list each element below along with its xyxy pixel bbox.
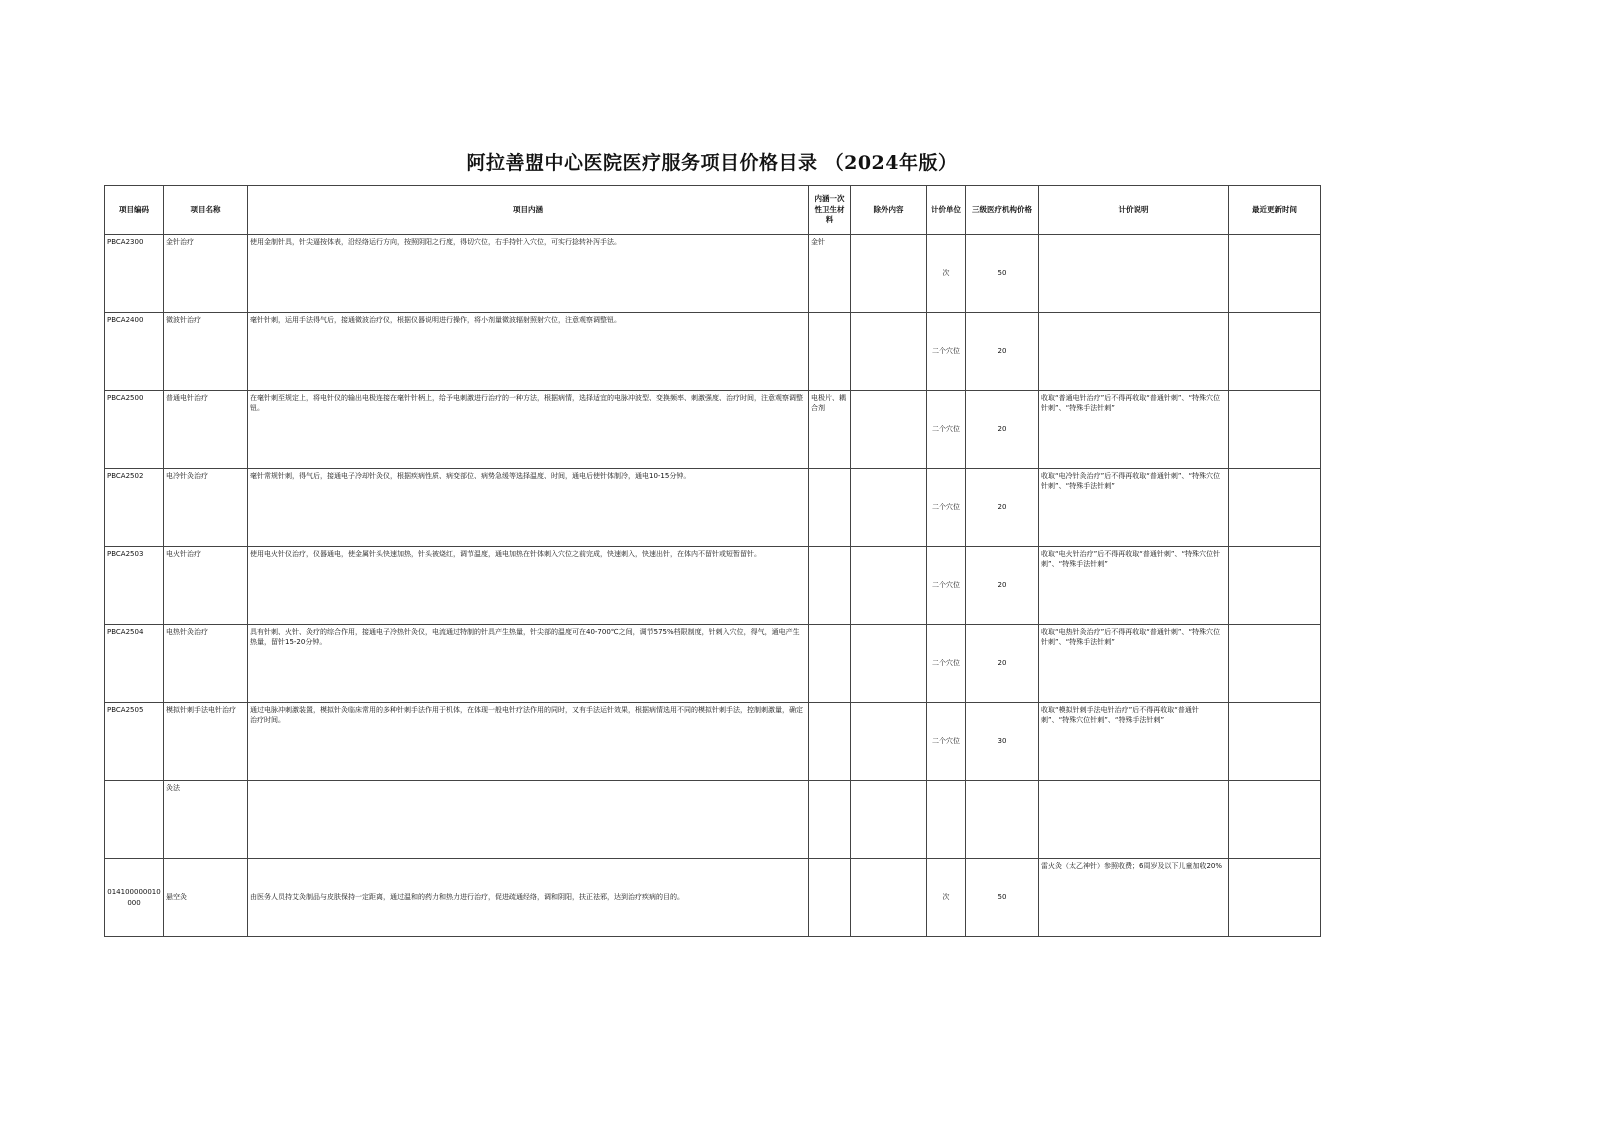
cell-content: 具有针刺、火针、灸疗的综合作用，接通电子冷热针灸仪，电流通过特制的针具产生热量，针尖部的温度可在40-700℃之间，调节575%档限制度，针刺入穴位，得气，通电产生热量，留针15-20分钟。 (248, 625, 809, 703)
cell-price: 20 (966, 391, 1039, 469)
column-header-unit: 计价单位 (927, 186, 966, 235)
cell-unit: 二个穴位 (927, 625, 966, 703)
cell-updated (1229, 859, 1321, 937)
cell-content: 使用电火针仪治疗，仪器通电，使金属针头快速加热，针头被烧红，调节温度，通电加热在针体刺入穴位之前完成，快速刺入，快速出针，在体内不留针或短暂留针。 (248, 547, 809, 625)
cell-name: 电热针灸治疗 (164, 625, 248, 703)
cell-name: 悬空灸 (164, 859, 248, 937)
cell-content: 使用金制针具，针尖逼按体表，沿经络运行方向，按照阴阳之行度，得切穴位，右手持针入穴位，可实行捻转补泻手法。 (248, 235, 809, 313)
cell-material (809, 703, 851, 781)
table-row (105, 313, 1321, 391)
cell-content: 在毫针刺至规定上，将电针仪的输出电极连接在毫针针柄上，给予电刺激进行治疗的一种方法，根据病情，选择适宜的电脉冲波型、变换频率、刺激强度、治疗时间，注意观察调整钮。 (248, 391, 809, 469)
cell-exclude (851, 859, 927, 937)
cell-content: 毫针针刺，运用手法得气后，接通微波治疗仪，根据仪器说明进行操作，将小剂量微波辐射照射穴位，注意观察调整钮。 (248, 313, 809, 391)
table-row (105, 391, 1321, 469)
cell-code: PBCA2502 (105, 469, 164, 547)
cell-exclude (851, 235, 927, 313)
cell-content: 通过电脉冲刺激装置，模拟针灸临床常用的多种针刺手法作用于机体，在体现一般电针疗法作用的同时，又有手法运针效果，根据病情选用不同的模拟针刺手法，控制刺激量，确定治疗时间。 (248, 703, 809, 781)
cell-note: 收取“电火针治疗”后不得再收取“普通针刺”、“特殊穴位针刺”、“特殊手法针刺” (1039, 547, 1229, 625)
table-row (105, 859, 1321, 937)
cell-exclude (851, 625, 927, 703)
cell-exclude (851, 547, 927, 625)
table-row-section (105, 781, 1321, 859)
cell-code: PBCA2504 (105, 625, 164, 703)
cell-unit: 二个穴位 (927, 469, 966, 547)
cell-material (809, 313, 851, 391)
cell-note: 收取“电热针灸治疗”后不得再收取“普通针刺”、“特殊穴位针刺”、“特殊手法针刺” (1039, 625, 1229, 703)
cell-content: 由医务人员持艾灸制品与皮肤保持一定距离，通过温和的药力和热力进行治疗，促进疏通经络，调和阴阳，扶正祛邪，达到治疗疾病的目的。 (248, 859, 809, 937)
cell-name: 普通电针治疗 (164, 391, 248, 469)
cell-note: 收取“电冷针灸治疗”后不得再收取“普通针刺”、“特殊穴位针刺”、“特殊手法针刺” (1039, 469, 1229, 547)
cell-unit: 二个穴位 (927, 703, 966, 781)
cell-unit: 次 (927, 235, 966, 313)
cell-note: 雷火灸（太乙神针）参照收费；6周岁及以下儿童加收20% (1039, 859, 1229, 937)
cell-unit: 二个穴位 (927, 313, 966, 391)
cell-unit (927, 781, 966, 859)
cell-updated (1229, 781, 1321, 859)
cell-price (966, 781, 1039, 859)
cell-price: 20 (966, 625, 1039, 703)
cell-unit: 二个穴位 (927, 547, 966, 625)
cell-price: 20 (966, 313, 1039, 391)
cell-price: 20 (966, 469, 1039, 547)
cell-code: PBCA2500 (105, 391, 164, 469)
cell-content (248, 781, 809, 859)
cell-updated (1229, 391, 1321, 469)
cell-code: PBCA2300 (105, 235, 164, 313)
cell-updated (1229, 469, 1321, 547)
cell-price: 30 (966, 703, 1039, 781)
cell-exclude (851, 703, 927, 781)
table-row (105, 703, 1321, 781)
cell-note (1039, 781, 1229, 859)
cell-material (809, 859, 851, 937)
cell-material: 金针 (809, 235, 851, 313)
cell-price: 50 (966, 235, 1039, 313)
cell-code: PBCA2400 (105, 313, 164, 391)
cell-name: 金针治疗 (164, 235, 248, 313)
cell-name: 电冷针灸治疗 (164, 469, 248, 547)
cell-material (809, 781, 851, 859)
cell-code: 014100000010000 (105, 859, 164, 937)
cell-unit: 次 (927, 859, 966, 937)
column-header-code: 项目编码 (105, 186, 164, 235)
cell-exclude (851, 391, 927, 469)
column-header-name: 项目名称 (164, 186, 248, 235)
cell-updated (1229, 547, 1321, 625)
cell-name: 灸法 (164, 781, 248, 859)
cell-updated (1229, 313, 1321, 391)
cell-exclude (851, 313, 927, 391)
document-title: 阿拉善盟中心医院医疗服务项目价格目录 （2024年版） (466, 152, 958, 174)
cell-price: 50 (966, 859, 1039, 937)
table-row (105, 235, 1321, 313)
cell-updated (1229, 235, 1321, 313)
cell-code: PBCA2503 (105, 547, 164, 625)
column-header-content: 项目内涵 (248, 186, 809, 235)
cell-updated (1229, 625, 1321, 703)
cell-note: 收取“模拟针刺手法电针治疗”后不得再收取“普通针刺”、“特殊穴位针刺”、“特殊手法针刺” (1039, 703, 1229, 781)
cell-name: 模拟针刺手法电针治疗 (164, 703, 248, 781)
cell-name: 电火针治疗 (164, 547, 248, 625)
column-header-material: 内涵一次性卫生材料 (809, 186, 851, 235)
table-row (105, 469, 1321, 547)
column-header-note: 计价说明 (1039, 186, 1229, 235)
cell-note (1039, 235, 1229, 313)
cell-material: 电极片、耦合剂 (809, 391, 851, 469)
cell-code (105, 781, 164, 859)
cell-material (809, 547, 851, 625)
cell-content: 毫针常规针刺，得气后，接通电子冷却针灸仪，根据疾病性质、病变部位、病势急缓等选择温度、时间，通电后使针体制冷，通电10-15分钟。 (248, 469, 809, 547)
cell-name: 微波针治疗 (164, 313, 248, 391)
column-header-exclude: 除外内容 (851, 186, 927, 235)
cell-exclude (851, 781, 927, 859)
cell-note (1039, 313, 1229, 391)
cell-material (809, 469, 851, 547)
table-header-row (105, 186, 1321, 235)
cell-unit: 二个穴位 (927, 391, 966, 469)
cell-code: PBCA2505 (105, 703, 164, 781)
cell-material (809, 625, 851, 703)
cell-updated (1229, 703, 1321, 781)
column-header-updated: 最近更新时间 (1229, 186, 1321, 235)
table-row (105, 547, 1321, 625)
price-table (104, 185, 1321, 937)
table-row (105, 625, 1321, 703)
cell-note: 收取“普通电针治疗”后不得再收取“普通针刺”、“特殊穴位针刺”、“特殊手法针刺” (1039, 391, 1229, 469)
cell-exclude (851, 469, 927, 547)
cell-price: 20 (966, 547, 1039, 625)
column-header-price: 三级医疗机构价格 (966, 186, 1039, 235)
